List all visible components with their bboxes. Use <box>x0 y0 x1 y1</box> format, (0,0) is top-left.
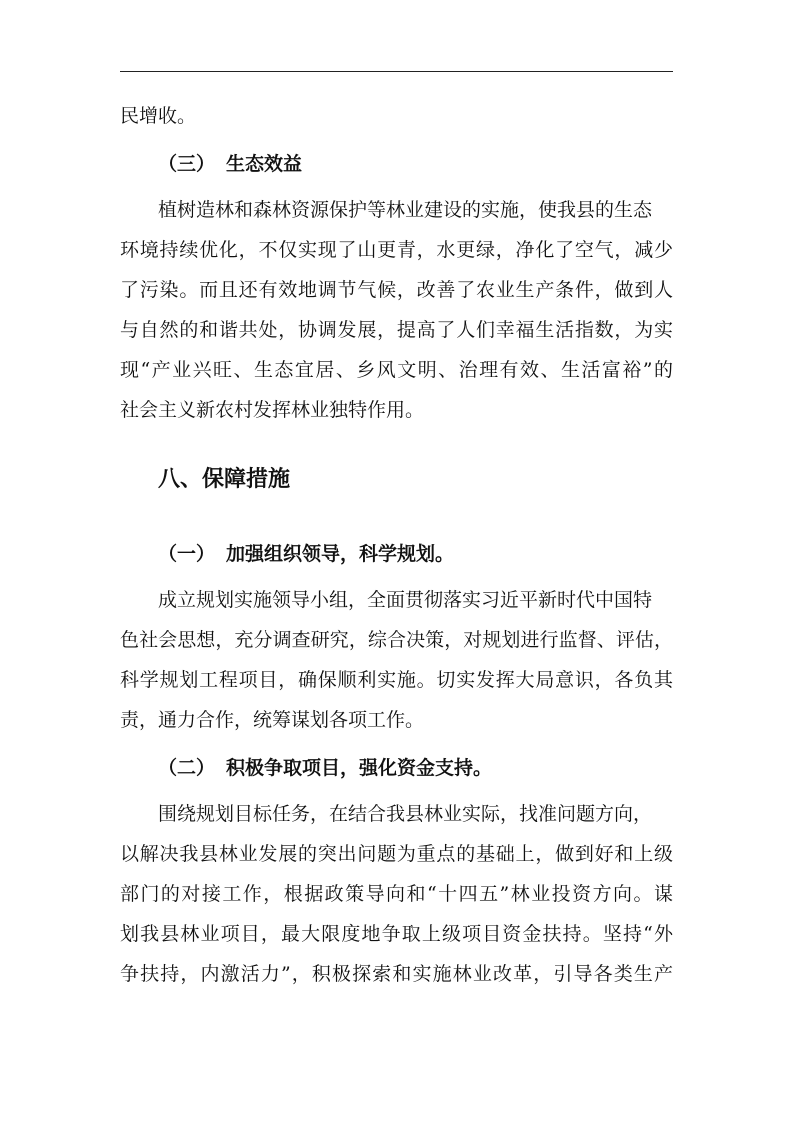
text-line: 成立规划实施领导小组，全面贯彻落实习近平新时代中国特 <box>158 589 653 611</box>
text-line: 环境持续优化，不仅实现了山更青，水更绿，净化了空气，减少 <box>120 239 673 261</box>
text-line: 社会主义新农村发挥林业独特作用。 <box>120 399 425 421</box>
paragraph-organization <box>120 580 673 740</box>
section-heading-ecology <box>120 144 673 184</box>
text-line: 争扶持，内激活力”，积极探索和实施林业改革，引导各类生产 <box>120 963 673 985</box>
header-rule <box>120 71 673 72</box>
section-title: 生态效益 <box>226 153 303 175</box>
paragraph-funding <box>120 794 673 994</box>
text-line: 了污染。而且还有效地调节气候，改善了农业生产条件，做到人 <box>120 279 673 301</box>
text-line: 以解决我县林业发展的突出问题为重点的基础上，做到好和上级 <box>120 843 673 865</box>
paragraph-ecology <box>120 190 673 430</box>
chapter-heading: 八、保障措施 <box>158 467 291 492</box>
text-line: 部门的对接工作，根据政策导向和“十四五”林业投资方向。谋 <box>120 883 673 905</box>
item-title: 积极争取项目，强化资金支持。 <box>226 757 493 779</box>
item-number: （一） <box>158 543 216 565</box>
item-number: （二） <box>158 757 216 779</box>
text-line: 色社会思想，充分调查研究，综合决策，对规划进行监督、评估， <box>120 629 673 651</box>
item-heading-organization <box>120 534 673 574</box>
section-number: （三） <box>158 153 216 175</box>
text-line: 责，通力合作，统筹谋划各项工作。 <box>120 709 425 731</box>
item-heading-funding <box>120 748 673 788</box>
item-title: 加强组织领导，科学规划。 <box>226 543 455 565</box>
text-line: 与自然的和谐共处，协调发展，提高了人们幸福生活指数，为实 <box>120 319 673 341</box>
text-line: 围绕规划目标任务，在结合我县林业实际，找准问题方向， <box>158 803 653 825</box>
text-line: 植树造林和森林资源保护等林业建设的实施，使我县的生态 <box>158 199 653 221</box>
text-line: 科学规划工程项目，确保顺利实施。切实发挥大局意识，各负其 <box>120 669 673 691</box>
carry-over-line: 民增收。 <box>120 105 197 127</box>
text-line: 划我县林业项目，最大限度地争取上级项目资金扶持。坚持“外 <box>120 923 673 945</box>
text-line: 现“产业兴旺、生态宜居、乡风文明、治理有效、生活富裕”的 <box>120 359 673 381</box>
page-body <box>120 96 673 994</box>
